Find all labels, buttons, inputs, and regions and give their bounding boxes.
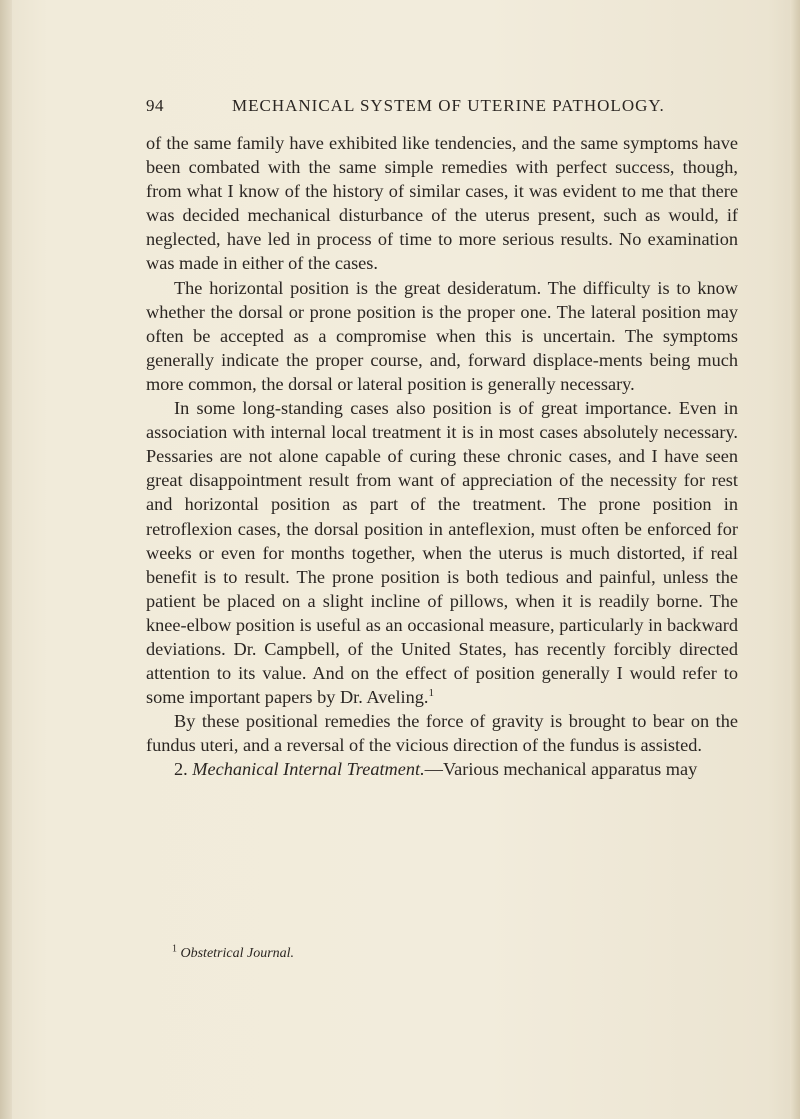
section-heading: Mechanical Internal Treatment. — [192, 759, 425, 780]
section-number: 2. — [174, 759, 188, 780]
binding-edge — [0, 0, 12, 1119]
paragraph-horizontal-position: The horizontal position is the great desideratum. The difficulty is to know whether the dorsal or prone position is the proper one. The lateral position may often be accepted as a compromise when this is uncertain. The symptoms generally indicate the proper course, and, forward displace-ments being much more common, the dorsal or lateral position is generally necessary. — [146, 277, 738, 394]
page-edge — [790, 0, 800, 1119]
paragraph-continuation: of the same family have exhibited like tendencies, and the same symptoms have been combated with the same simple remedies with perfect success, though, from what I know of the history of similar cases, it was evident to me that there was decided mechanical disturbance of the uterus present, such as would, if neglected, have led in process of time to more serious results. No examination was made in either of the cases. — [146, 133, 738, 274]
footnote — [172, 943, 295, 962]
paragraph-positional-remedies: By these positional remedies the force of gravity is brought to bear on the fundus uteri, and a reversal of the vicious direction of the fundus is assisted. — [146, 711, 738, 756]
paragraph-mechanical-internal-treatment: 2. Mechanical Internal Treatment.—Various mechanical apparatus may — [174, 759, 698, 780]
body-text — [146, 131, 738, 782]
footnote-marker: 1 — [172, 943, 177, 955]
page-number: 94 — [146, 96, 164, 115]
footnote-text: Obstetrical Journal. — [180, 946, 295, 961]
running-header — [146, 96, 738, 118]
footnote-reference: 1 — [428, 687, 434, 700]
running-title: MECHANICAL SYSTEM OF UTERINE PATHOLOGY. — [232, 96, 665, 115]
paragraph-long-standing-cases: In some long-standing cases also position is of great importance. Even in association with internal local treatment it is in most cases absolutely necessary. Pessaries are not alone capable of curing these chronic cases, and I have seen great disappointment result from want of appreciation of the necessity for rest and horizontal position as part of the treatment. The prone position in retroflexion cases, the dorsal position in anteflexion, must often be enforced for weeks or even for months together, when the uterus is much distorted, if real benefit is to result. The prone position is both tedious and painful, unless the patient be placed on a slight incline of pillows, when it is readily borne. The knee-elbow position is useful as an occasional measure, particularly in backward deviations. Dr. Campbell, of the United States, has recently forcibly directed attention to its value. And on the effect of position generally I would refer to some important papers by Dr. Aveling.$^1$ — [146, 398, 738, 708]
